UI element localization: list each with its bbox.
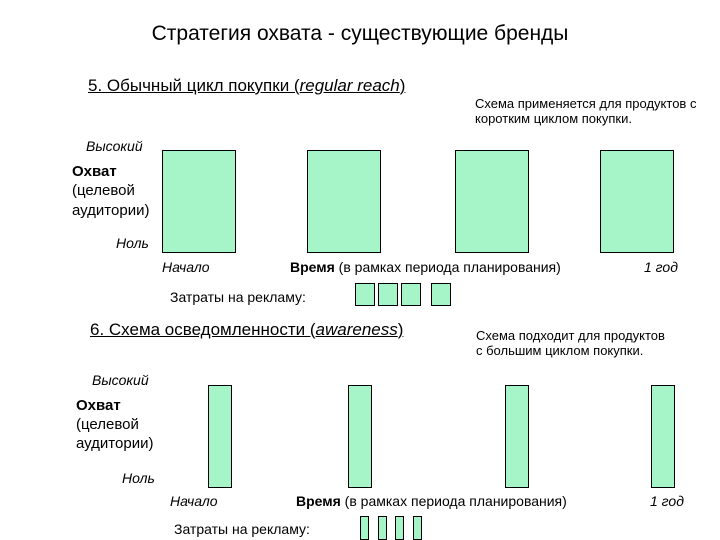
section-6-y-high-label: Высокий bbox=[92, 372, 149, 388]
section-6-x-end-label: 1 год bbox=[650, 493, 684, 509]
section-6-heading: 6. Схема осведомленности (awareness) bbox=[90, 320, 404, 339]
section-5-y-axis-title: Охват bbox=[72, 163, 117, 180]
section-5-spend-block bbox=[401, 283, 421, 306]
section-5-spend-block bbox=[431, 283, 451, 306]
section-5-reach-burst bbox=[600, 150, 674, 253]
section-5-reach-burst bbox=[162, 150, 236, 253]
section-6-y-axis-line2: (целевой bbox=[76, 416, 139, 433]
slide-title: Стратегия охвата - существующие бренды bbox=[151, 22, 569, 45]
section-6-reach-burst bbox=[208, 385, 232, 488]
section-6-x-axis-title: Время (в рамках периода планирования) bbox=[296, 493, 567, 509]
section-5-y-high-label: Высокий bbox=[86, 138, 143, 154]
section-6-spend-block bbox=[413, 516, 422, 540]
section-5-note: Схема применяется для продуктов с коротким циклом покупки. bbox=[475, 96, 697, 126]
section-6-y-axis-line3: аудитории) bbox=[76, 435, 154, 452]
section-5-y-axis-line3: аудитории) bbox=[72, 202, 150, 219]
section-5-heading: 5. Обычный цикл покупки (regular reach) bbox=[88, 76, 406, 95]
section-5-reach-burst bbox=[455, 150, 529, 253]
section-6-y-axis-title: Охват bbox=[76, 397, 121, 414]
section-6-x-start-label: Начало bbox=[170, 493, 218, 509]
section-5-x-start-label: Начало bbox=[162, 259, 210, 275]
section-5-spend-block bbox=[378, 283, 398, 306]
section-5-x-end-label: 1 год bbox=[644, 259, 678, 275]
section-6-spend-block bbox=[395, 516, 404, 540]
section-6-reach-burst bbox=[651, 385, 675, 488]
section-6-note: Схема подходит для продуктов с большим циклом покупки. bbox=[476, 328, 665, 358]
section-5-y-zero-label: Ноль bbox=[116, 235, 149, 251]
section-5-reach-burst bbox=[307, 150, 381, 253]
section-5-spend-block bbox=[355, 283, 375, 306]
section-6-reach-burst bbox=[505, 385, 529, 488]
section-6-y-zero-label: Ноль bbox=[122, 470, 155, 486]
section-6-spend-block bbox=[378, 516, 387, 540]
section-6-spend-label: Затраты на рекламу: bbox=[174, 521, 310, 537]
section-5-y-axis-line2: (целевой bbox=[72, 182, 135, 199]
section-6-reach-burst bbox=[348, 385, 372, 488]
section-5-x-axis-title: Время (в рамках периода планирования) bbox=[290, 259, 561, 275]
section-6-spend-block bbox=[360, 516, 369, 540]
section-5-spend-label: Затраты на рекламу: bbox=[170, 289, 306, 305]
